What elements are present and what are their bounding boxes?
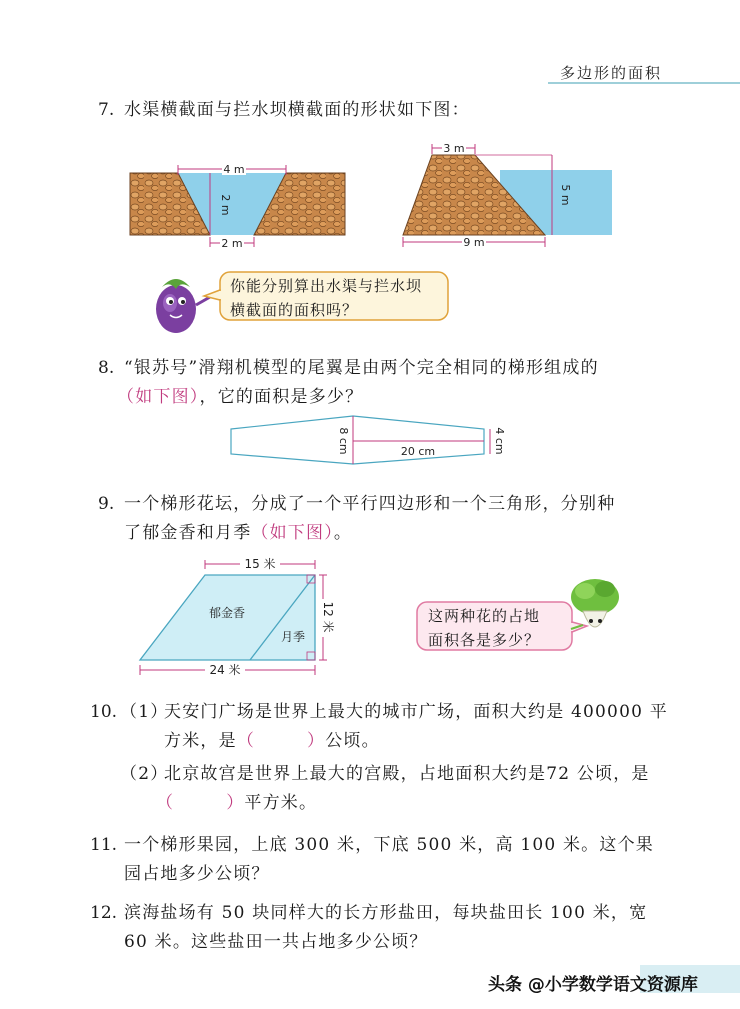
q8-figure-ref: （如下图） <box>117 387 200 407</box>
q10-part1-paren-close: ） <box>307 731 326 751</box>
header-rule <box>548 82 740 84</box>
q10-part1-line1: 天安门广场是世界上最大的城市广场，面积大约是 400000 平 <box>164 702 668 722</box>
page-header-title: 多边形的面积 <box>559 64 662 82</box>
q10-part1-text: 方米，是 <box>164 731 237 751</box>
q11-number: 11. <box>90 835 118 855</box>
q8-line2 <box>117 383 363 412</box>
q9-bubble-line1: 这两种花的占地 <box>428 607 541 625</box>
dam-bottom-label: 9 m <box>463 236 485 249</box>
q10-part2-paren-open: （ <box>156 793 175 813</box>
q9-bubble-line2: 面积各是多少？ <box>428 631 541 649</box>
q8-number: 8. <box>98 358 115 378</box>
q11-line1: 一个梯形果园，上底 300 米，下底 500 米，高 100 米。这个果 <box>124 835 654 855</box>
q12-line2: 60 米。这些盐田一共占地多少公顷？ <box>124 932 428 952</box>
q10-part2-label: （2） <box>120 764 169 784</box>
dam-figure <box>400 140 615 255</box>
q7-text: 水渠横截面与拦水坝横截面的形状如下图： <box>124 100 470 120</box>
q9-line2 <box>124 519 352 548</box>
q10-part1-label: （1） <box>120 702 169 722</box>
flowerbed-height-label: 12 米 <box>321 601 335 633</box>
q10-part1-paren-open: （ <box>236 731 256 751</box>
dam-top-label: 3 m <box>443 142 465 155</box>
q9-line2-end: 。 <box>333 523 353 543</box>
q9-figure-ref: （如下图） <box>251 523 334 543</box>
canal-bottom-label: 2 m <box>221 237 243 250</box>
q12-number: 12. <box>90 903 118 923</box>
flowerbed-figure <box>135 555 345 680</box>
q9-line2-start: 了郁金香和月季 <box>124 523 252 543</box>
tail-wing-length-label: 20 cm <box>400 445 436 458</box>
tail-wing-left-label: 8 cm <box>337 427 350 455</box>
q10-part2-unit: 平方米。 <box>244 793 318 813</box>
q10-part2-line2 <box>156 789 317 818</box>
q9-number: 9. <box>98 494 115 514</box>
dam-height-label: 5 m <box>559 184 572 206</box>
q11-line2: 园占地多少公顷？ <box>124 864 270 884</box>
q8-question: ，它的面积是多少？ <box>199 387 364 407</box>
canal-figure <box>130 155 345 255</box>
q7-bubble-text <box>230 274 422 322</box>
q9-line1: 一个梯形花坛，分成了一个平行四边形和一个三角形，分别种 <box>124 494 616 514</box>
q10-part2-paren-close: ） <box>226 793 245 813</box>
q10-part1-line2 <box>164 727 380 756</box>
rose-region-label: 月季 <box>280 630 306 644</box>
tail-wing-right-label: 4 cm <box>493 427 506 455</box>
tulip-region-label: 郁金香 <box>208 606 246 620</box>
canal-top-label: 4 m <box>223 163 245 176</box>
q8-line1: “银苏号”滑翔机模型的尾翼是由两个完全相同的梯形组成的 <box>124 358 599 378</box>
cabbage-character <box>565 575 625 647</box>
q10-part1-unit: 公顷。 <box>325 731 380 751</box>
q10-part2-line1: 北京故宫是世界上最大的宫殿，占地面积大约是72 公顷，是 <box>164 764 650 784</box>
watermark-text: 头条 @小学数学语文资源库 <box>488 975 698 995</box>
q7-bubble-line2: 横截面的面积吗？ <box>230 301 359 319</box>
q12-line1: 滨海盐场有 50 块同样大的长方形盐田，每块盐田长 100 米，宽 <box>124 903 648 923</box>
tail-wing-figure <box>228 414 506 464</box>
flowerbed-top-label: 15 米 <box>244 557 276 571</box>
canal-depth-label: 2 m <box>219 194 232 216</box>
flowerbed-bottom-label: 24 米 <box>209 663 241 677</box>
q10-number: 10. <box>90 702 118 722</box>
q7-bubble-line1: 你能分别算出水渠与拦水坝 <box>230 277 423 295</box>
q9-bubble-text <box>428 604 540 652</box>
q7-number: 7. <box>98 100 115 120</box>
